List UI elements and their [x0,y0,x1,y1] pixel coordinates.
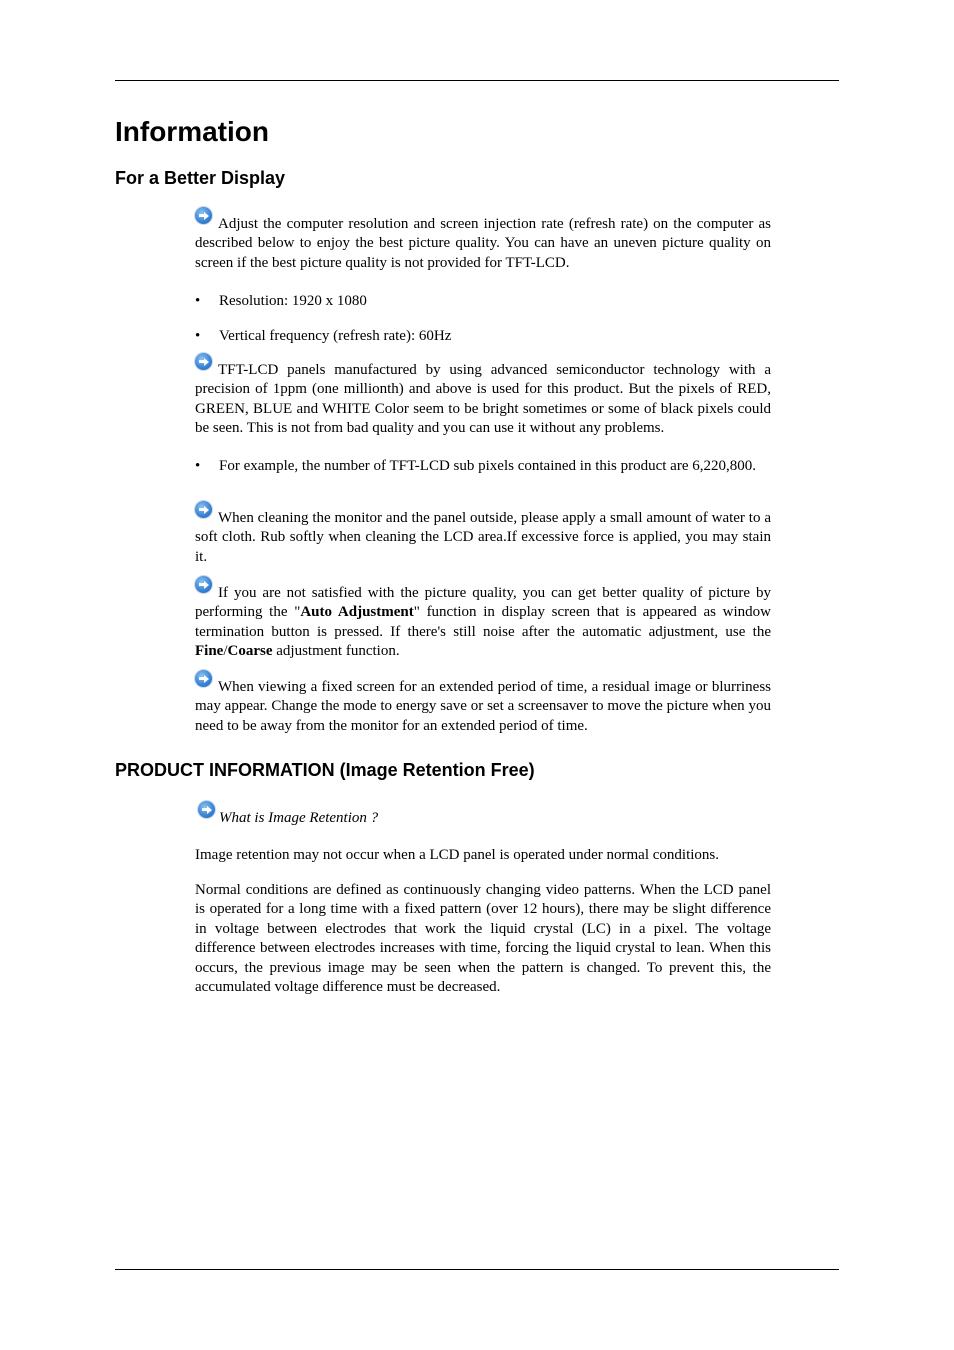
list-item-text: Vertical frequency (refresh rate): 60Hz [219,328,452,344]
list-item-subpixels [195,457,771,476]
footer-rule [115,1269,839,1270]
paragraph-normal-conditions: Normal conditions are defined as continuously changing video patterns. When the LCD panel is operated for a long time with a fixed pattern (over 12 hours), there may be slight difference in voltage between electrodes that work the liquid crystal (LC) in a pixel. The voltage difference between electrodes increases with time, forcing the liquid crystal to lean. When this occurs, the previous image may be seen when the pattern is changed. To prevent this, the accumulated voltage difference must be decreased. [195,882,771,996]
bullet-dot: • [195,328,201,344]
paragraph-retention-normal: Image retention may not occur when a LCD panel is operated under normal conditions. [195,847,720,863]
list-item-frequency [195,327,771,346]
section-heading-better-display: For a Better Display [115,168,286,188]
arrow-right-circle-icon [195,576,212,593]
note-text: When cleaning the monitor and the panel outside, please apply a small amount of water to a soft cloth. Rub softly when cleaning the LCD area.If excessive force is applied, you may stain it. [195,510,771,565]
list-item-text: For example, the number of TFT-LCD sub pixels contained in this product are 6,220,800. [219,458,756,474]
question-heading [198,806,774,828]
slash: / [223,643,228,660]
page-title: Information [115,116,269,147]
note-paragraph-cleaning [195,506,771,567]
note-text: adjustment function. [272,643,400,660]
auto-adjustment-term: Auto Adjustment [300,604,414,621]
note-text: If you are not satisfied with the picture quality, you can get better quality of picture by performing the " [195,585,771,621]
note-paragraph-fixed-screen [195,675,771,736]
section-heading-product-information: PRODUCT INFORMATION (Image Retention Free) [115,760,535,780]
arrow-right-circle-icon [195,353,212,370]
question-text: What is Image Retention ? [219,810,379,826]
arrow-right-circle-icon [195,501,212,518]
arrow-right-circle-icon [195,670,212,687]
bullet-dot: • [195,458,201,474]
coarse-term: Coarse [227,643,273,660]
note-paragraph-pixels [195,358,771,439]
list-item-resolution [195,292,771,311]
bullet-dot: • [195,293,201,309]
note-text: TFT-LCD panels manufactured by using advanced semiconductor technology with a precision of 1ppm (one millionth) and above is used for this product. But the pixels of RED, GREEN, BLUE and WHITE Color seem to be bright sometimes or some of black pixels could be seen. This is not from bad quality and you can use it without any problems. [195,362,771,437]
arrow-right-circle-icon [198,801,215,818]
fine-term: Fine [195,643,224,660]
note-text: When viewing a fixed screen for an extended period of time, a residual image or blurriness may appear. Change the mode to energy save or set a screensaver to move the picture when you need to be away from the monitor for an extended period of time. [195,679,771,734]
note-paragraph-auto-adjustment [195,581,771,662]
header-rule [115,80,839,81]
note-paragraph-resolution [195,212,771,273]
list-item-text: Resolution: 1920 x 1080 [219,293,367,309]
arrow-right-circle-icon [195,207,212,224]
note-text: Adjust the computer resolution and screen injection rate (refresh rate) on the computer as described below to enjoy the best picture quality. You can have an uneven picture quality on screen if the best picture quality is not provided for TFT-LCD. [195,216,771,271]
note-text: " function in display screen that is appeared as window termination button is pressed. If there's still noise after the automatic adjustment, use the [195,604,771,640]
